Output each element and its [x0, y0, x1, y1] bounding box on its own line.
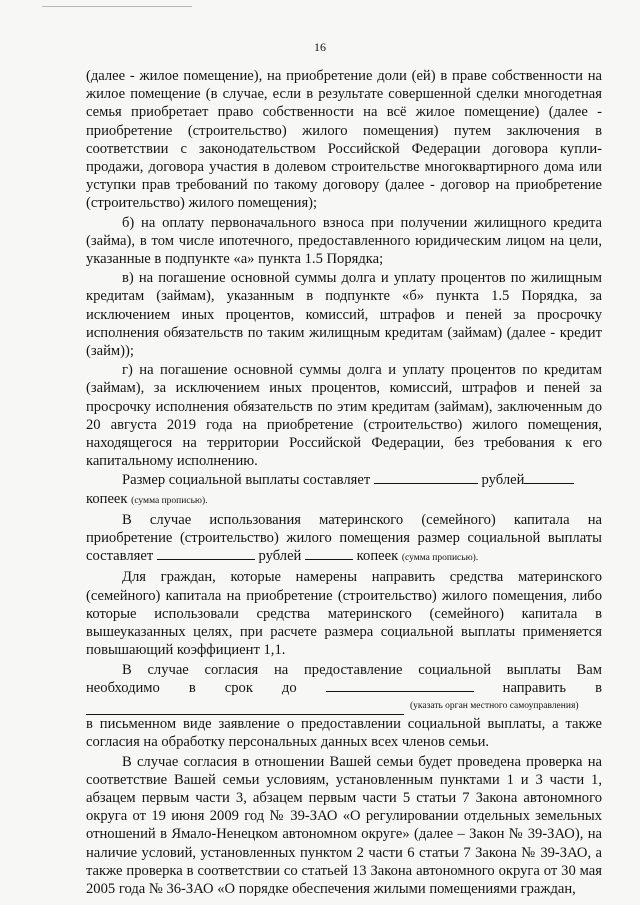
paragraph-item-b: б) на оплату первоначального взноса при получении жилищного кредита (займа), в том числе ипотечного, предоставленного юридическим лицом на цели, указанные в подпункте «а» пункта 1.5 Порядка; [86, 214, 602, 268]
paragraph-coefficient: Для граждан, которые намерены направить средства материнского (семейного) капитала на приобретение (строительство) жилого помещения, либо которые использовали средства материнского (семейного) капитала в вышеуказанных целях, при расчете размера социальной выплаты применяется повышающий коэффициент 1,1. [86, 569, 602, 659]
paragraph-maternity-capital-amount: В случае использования материнского (семейного) капитала на приобретение (строительство) жилого помещения размер социальной выплаты составляет рублей копеек (сумма прописью). [86, 511, 602, 565]
amount-kopecks-blank[interactable] [524, 471, 574, 484]
paragraph-verification: В случае согласия в отношении Вашей семьи будет проведена проверка на соответствие Вашей семьи условиям, установленным пунктами 1 и 3 части 1, абзацем первым части 3, абзацем первым части 5 статьи 7 Закона автономного округа от 19 июня 2009 год № 39-ЗАО «О регулировании отдельных земельных отношений в Ямало-Ненецком автономном округе» (далее – Закон № 39-ЗАО), на наличие условий, установленных пунктом 2 части 6 статьи 7 Закона № 39-ЗАО, а также проверка в соответствии со статьей 13 Закона автономного округа от 30 мая 2005 года № 36-ЗАО «О порядке обеспечения жилыми помещениями граждан, [86, 753, 602, 897]
page-number: 16 [314, 40, 326, 54]
scan-edge-line [42, 6, 192, 7]
paragraph-payment-amount: Размер социальной выплаты составляет рублей копеек (сумма прописью). [86, 471, 602, 509]
authority-blank[interactable] [86, 704, 404, 715]
paragraph-item-g: г) на погашение основной суммы долга и уплату процентов по кредитам (займам), за исключением иных процентов, комиссий, штрафов и пеней за просрочку исполнения обязательств по этим кредитам (займам), заключенным до 20 августа 2019 года на приобретение (строительство) жилого помещения, находящегося на территории Российской Федерации, без требования к его капитальному исполнению. [86, 362, 602, 470]
paragraph-item-v: в) на погашение основной суммы долга и уплату процентов по жилищным кредитам (займам), указанным в подпункте «б» пункта 1.5 Порядка, за исключением иных процентов, комиссий, штрафов и пеней за просрочку исполнения обязательств по таким жилищным кредитам (займам) (далее - кредит (займ)); [86, 270, 602, 360]
deadline-blank[interactable] [326, 679, 474, 692]
paragraph-consent: В случае согласия на предоставление социальной выплаты Вам необходимо в срок до направить в (указать орган местного самоуправления) в письменном виде заявление о предоставлении социальной выплаты, а также согласия на обработку персональных данных всех членов семьи. [86, 661, 602, 751]
paragraph-dwelling-acquisition: (далее - жилое помещение), на приобретение доли (ей) в праве собственности на жилое помещение (в случае, если в результате совершенной сделки многодетная семья приобретает право собственности на всё жилое помещение) (далее - приобретение (строительство) жилого помещения) путем заключения в соответствии с законодательством Российской Федерации договора купли-продажи, договора участия в долевом строительстве многоквартирного дома или уступки прав требований по такому договору (далее - договор на приобретение (строительство) жилого помещения); [86, 68, 602, 212]
maternity-rubles-blank[interactable] [157, 547, 255, 560]
amount-rubles-blank[interactable] [374, 471, 478, 484]
document-body [86, 67, 602, 898]
maternity-kopecks-blank[interactable] [305, 547, 353, 560]
